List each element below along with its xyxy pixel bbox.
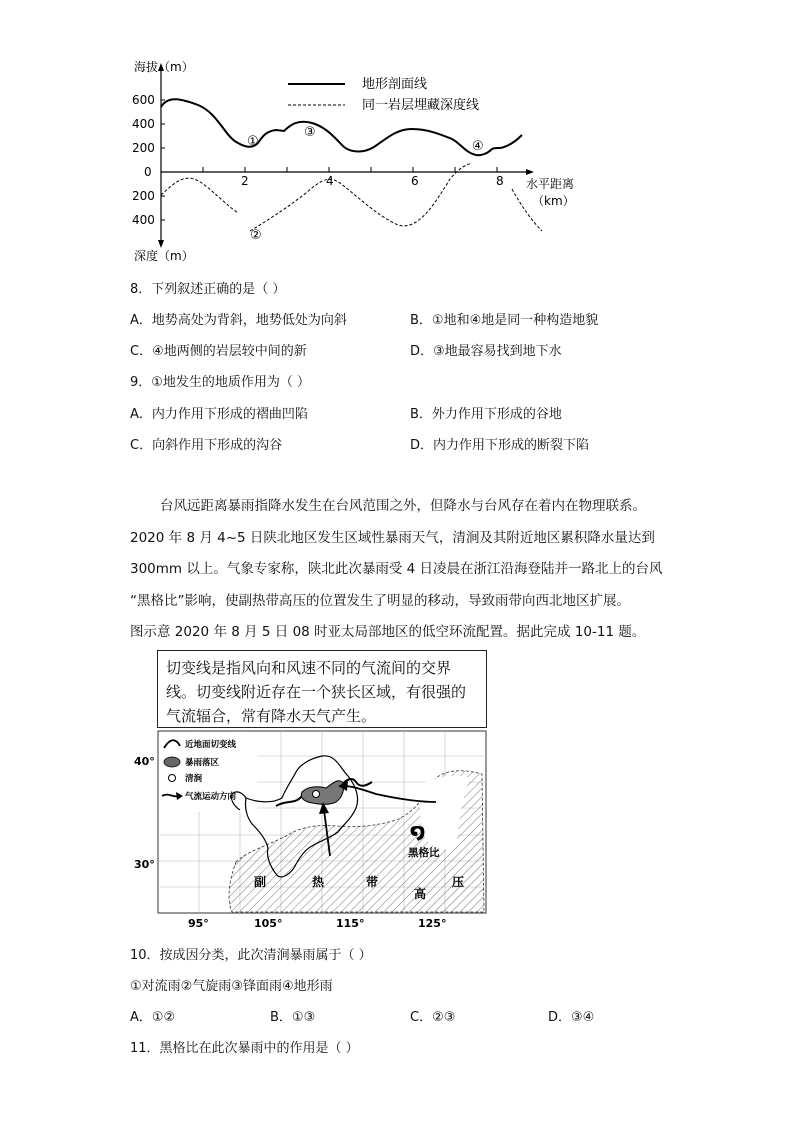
high-char-1: 副 <box>254 875 267 889</box>
y-axis-bottom-label: 深度（m） <box>134 249 194 263</box>
x-tick-4: 4 <box>326 174 334 188</box>
lon-105-label: 105° <box>254 917 283 930</box>
y-tick-600: 600 <box>132 93 155 107</box>
y-tick-400: 400 <box>132 117 155 131</box>
x-axis-label: 水平距离 <box>526 177 575 191</box>
x-axis-unit: （km） <box>532 194 575 208</box>
q8-option-d[interactable]: D．③地最容易找到地下水 <box>410 344 562 359</box>
q10-option-b[interactable]: B．①③ <box>270 1010 316 1025</box>
q10-option-c[interactable]: C．②③ <box>410 1010 456 1025</box>
note-line-1: 切变线是指风向和风速不同的气流间的交界 <box>166 659 452 677</box>
q8-stem: 8．下列叙述正确的是（ ） <box>130 282 286 297</box>
y-tick-200: 200 <box>132 141 155 155</box>
legend-rain-symbol <box>164 757 180 767</box>
lat-40-label: 40° <box>134 755 155 768</box>
terrain-profile-chart <box>130 55 575 263</box>
high-char-4: 高 <box>414 887 427 901</box>
passage-line-4: “黑格比”影响，使副热带高压的位置发生了明显的移动，导致雨带向西北地区扩展。 <box>130 593 630 609</box>
q10-option-d[interactable]: D．③④ <box>548 1010 595 1025</box>
legend-city-symbol <box>169 775 176 782</box>
q8-option-c[interactable]: C．④地两侧的岩层较中间的新 <box>130 344 307 359</box>
legend-city-label: 清涧 <box>185 774 203 784</box>
q11-stem: 11．黑格比在此次暴雨中的作用是（ ） <box>130 1041 359 1056</box>
q10-stem: 10．按成因分类，此次清涧暴雨属于（ ） <box>130 948 372 963</box>
y-tick-0: 0 <box>144 165 152 179</box>
marker-4: ④ <box>472 139 484 154</box>
high-char-2: 热 <box>312 875 325 889</box>
legend-rain-label: 暴雨落区 <box>185 758 220 768</box>
q8-option-a[interactable]: A．地势高处为背斜，地势低处为向斜 <box>130 313 347 328</box>
y-axis-top-label: 海拔（m） <box>134 60 194 74</box>
marker-3: ③ <box>304 125 316 140</box>
q9-option-c[interactable]: C．向斜作用下形成的沟谷 <box>130 438 283 453</box>
marker-1: ① <box>247 134 259 149</box>
note-line-3: 气流辐合，常有降水天气产生。 <box>166 707 377 725</box>
typhoon-label: 黑格比 <box>408 847 440 859</box>
q10-option-a[interactable]: A．①② <box>130 1010 176 1025</box>
passage-line-3: 300mm 以上。气象专家称，陕北此次暴雨受 4 日凌晨在浙江沿海登陆并一路北上的台风 <box>130 561 663 577</box>
q9-option-b[interactable]: B．外力作用下形成的谷地 <box>410 407 562 422</box>
passage-line-1: 台风远距离暴雨指降水发生在台风范围之外，但降水与台风存在着内在物理联系。 <box>160 498 646 514</box>
rock-layer-dashed-line-1 <box>161 178 238 213</box>
x-tick-6: 6 <box>411 174 419 188</box>
passage-line-2: 2020 年 8 月 4~5 日陕北地区发生区域性暴雨天气，清涧及其附近地区累积降水量达到 <box>130 530 655 546</box>
typhoon-symbol: ໑ <box>410 819 426 843</box>
legend-dashed-label: 同一岩层埋藏深度线 <box>362 98 480 113</box>
lat-30-label: 30° <box>134 858 155 871</box>
circulation-map <box>126 728 496 933</box>
passage-line-5: 图示意 2020 年 8 月 5 日 08 时亚太局部地区的低空环流配置。据此完成 10-11 题。 <box>130 624 646 640</box>
y-tick-neg400: 400 <box>132 213 155 227</box>
rock-layer-dashed-line-2 <box>250 163 472 231</box>
note-line-2: 线。切变线附近存在一个狭长区域，有很强的 <box>166 683 467 701</box>
high-char-5: 压 <box>452 875 465 889</box>
x-tick-2: 2 <box>241 174 249 188</box>
q9-stem: 9．①地发生的地质作用为（ ） <box>130 375 311 390</box>
qingjian-city <box>313 791 320 798</box>
q9-option-d[interactable]: D．内力作用下形成的断裂下陷 <box>410 438 590 453</box>
y-axis-arrow-down <box>158 240 164 248</box>
x-tick-8: 8 <box>496 174 504 188</box>
x-axis-arrow <box>526 169 534 175</box>
lon-125-label: 125° <box>418 917 447 930</box>
q8-option-b[interactable]: B．①地和④地是同一种构造地貌 <box>410 313 599 328</box>
lon-115-label: 115° <box>336 917 365 930</box>
q9-option-a[interactable]: A．内力作用下形成的褶曲凹陷 <box>130 407 308 422</box>
legend-shear-label: 近地面切变线 <box>185 740 237 750</box>
legend-solid-label: 地形剖面线 <box>362 77 428 92</box>
legend-flow-label: 气流运动方向 <box>185 792 237 802</box>
y-tick-neg200: 200 <box>132 189 155 203</box>
high-char-3: 带 <box>366 875 379 889</box>
lon-95-label: 95° <box>188 917 209 930</box>
shear-line-note-box <box>157 650 487 728</box>
q10-options-list: ①对流雨②气旋雨③锋面雨④地形雨 <box>130 979 333 994</box>
marker-2: ② <box>250 228 262 243</box>
